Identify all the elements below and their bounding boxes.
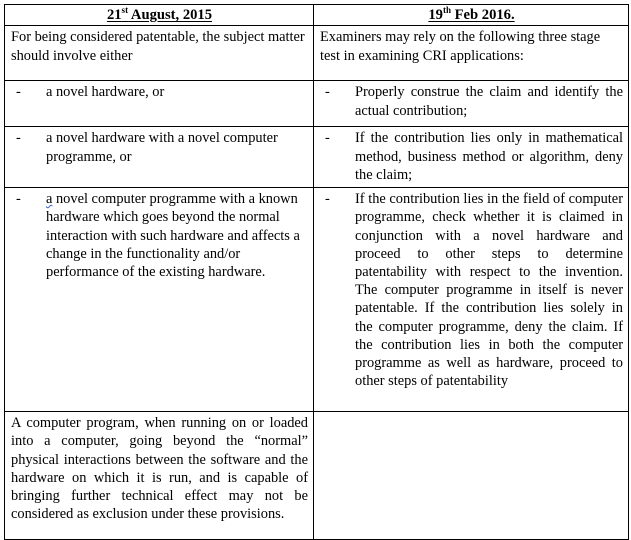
bullet-item	[11, 83, 308, 101]
bullet-dash-icon: -	[325, 84, 330, 101]
comparison-table	[4, 4, 629, 540]
date-rest-left: August, 2015	[128, 7, 213, 23]
cell-left-intro	[5, 26, 314, 81]
bullet-item	[320, 83, 623, 119]
table-row	[5, 26, 629, 81]
bullet-item	[11, 190, 308, 281]
bullet-text: a novel hardware with a novel computer programme, or	[46, 130, 278, 165]
header-cell-left-date	[5, 5, 314, 26]
bullet-text: Properly construe the claim and identify the actual contribution;	[355, 84, 623, 119]
date-rest-right: Feb 2016.	[450, 7, 515, 23]
cell-right-empty	[314, 412, 629, 540]
cell-left-closing	[5, 412, 314, 540]
date-day-left: 21	[106, 7, 122, 23]
cell-right-bullet-3	[314, 188, 629, 412]
table-body	[5, 26, 629, 540]
cell-left-bullet-1	[5, 81, 314, 127]
intro-text-right: Examiners may rely on the following three stage test in examining CRI applications:	[320, 29, 601, 64]
date-ordinal-right: th	[442, 5, 451, 16]
date-label-2015	[107, 6, 212, 24]
cell-left-bullet-2	[5, 127, 314, 188]
date-day-right: 19	[428, 7, 443, 23]
bullet-text: a novel hardware, or	[46, 84, 165, 101]
header-cell-right-date	[314, 5, 629, 26]
bullet-item	[320, 129, 623, 184]
bullet-dash-icon: -	[16, 130, 21, 147]
header-row	[5, 5, 629, 26]
closing-text: A computer program, when running on or loaded into a computer, going beyond the “normal” physical interactions between the software and the hardware on which it is run, and is capable of bringing further technical effect may not be considered as exclusion under these provisions.	[11, 415, 308, 523]
bullet-dash-icon: -	[16, 191, 21, 208]
table-row	[5, 412, 629, 540]
cell-right-intro	[314, 26, 629, 81]
bullet-dash-icon: -	[325, 130, 330, 147]
cell-right-bullet-1	[314, 81, 629, 127]
bullet-text: If the contribution lies only in mathematical method, business method or algorithm, deny the claim;	[355, 130, 623, 183]
bullet-text: novel computer programme with a known hardware which goes beyond the normal interaction with such hardware and affects a change in the functionality and/or performance of the existing hardware.	[46, 191, 300, 280]
table-row	[5, 127, 629, 188]
bullet-item	[320, 190, 623, 390]
date-ordinal-left: st	[121, 5, 129, 16]
date-label-2016	[428, 6, 514, 24]
table-header	[5, 5, 629, 26]
spellcheck-flagged-word: a	[46, 191, 53, 208]
bullet-dash-icon: -	[16, 84, 21, 101]
table-row	[5, 188, 629, 412]
bullet-item	[11, 129, 308, 165]
bullet-text: If the contribution lies in the field of computer programme, check whether it is claimed in conjunction with a novel hardware and proceed to other steps to determine patentability with respect to the invention. The computer programme in itself is never patentable. If the contribution lies solely in the computer programme, deny the claim. If the contribution lies in both the computer programme as well as hardware, proceed to other steps of patentability	[355, 191, 623, 390]
intro-text-left: For being considered patentable, the subject matter should involve either	[11, 29, 305, 64]
table-row	[5, 81, 629, 127]
cell-right-bullet-2	[314, 127, 629, 188]
bullet-dash-icon: -	[325, 191, 330, 208]
cell-left-bullet-3	[5, 188, 314, 412]
